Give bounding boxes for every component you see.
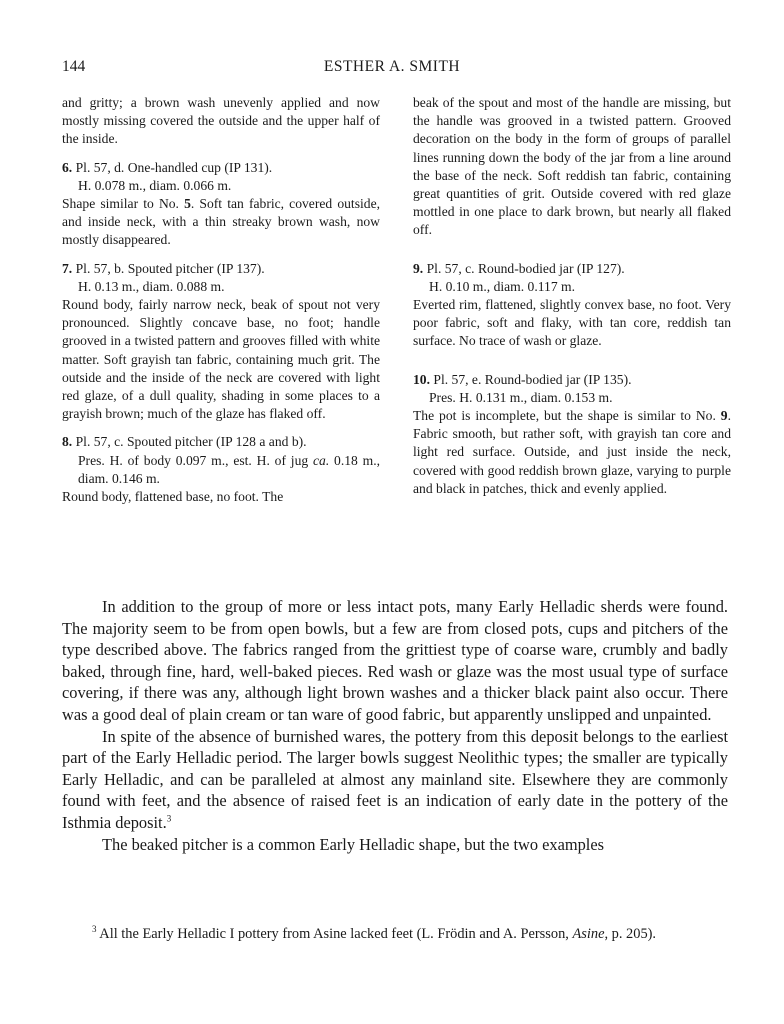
catalog-entry-6	[62, 159, 380, 250]
entry-title: Pl. 57, b. Spouted pitcher (IP 137).	[75, 260, 265, 276]
entry-title: Pl. 57, e. Round-bodied jar (IP 135).	[433, 371, 632, 387]
entry-description: Shape similar to No. 5. Soft tan fabric, covered outside, and inside neck, with a thin streaky brown wash, now mostly disappeared.	[62, 196, 380, 248]
footnote-mark: 3	[92, 924, 97, 935]
entry-measurements: Pres. H. 0.131 m., diam. 0.153 m.	[429, 389, 613, 405]
entry-description: The pot is incomplete, but the shape is similar to No. 9. Fabric smooth, but rather soft, with grayish tan core and light red surface. Outside, and just inside the neck, covered with good reddish brown glaze, varying to purple and black in patches, thick and evenly applied.	[413, 408, 731, 496]
cross-reference: 9	[720, 408, 728, 424]
entry-number: 6.	[62, 159, 73, 175]
entry-heading	[413, 260, 731, 278]
entry-measurements: H. 0.13 m., diam. 0.088 m.	[78, 278, 225, 294]
entry-number: 10.	[413, 371, 430, 387]
main-text	[62, 596, 728, 855]
entry-description: Everted rim, flattened, slightly convex base, no foot. Very poor fabric, soft and flaky, with tan core, reddish tan surface. No trace of wash or glaze.	[413, 297, 731, 349]
entry-title: Pl. 57, d. One-handled cup (IP 131).	[75, 159, 273, 175]
entry-number: 7.	[62, 260, 73, 276]
right-intro: beak of the spout and most of the handle are missing, but the handle was grooved in a twisted pattern. Grooved decoration on the body in the form of groups of parallel lines running down the body of the jar from a line around the base of the neck. Soft reddish tan fabric, containing great quantities of grit. Outside covered with red glaze mottled in one place to dark brown, but nearly all flaked off.	[413, 95, 731, 238]
running-head: ESTHER A. SMITH	[323, 58, 461, 75]
page-header	[62, 58, 722, 80]
entry-description: Round body, flattened base, no foot. The	[62, 489, 284, 505]
entry-description: Round body, fairly narrow neck, beak of spout not very pronounced. Slightly concave base, no foot; handle grooved in a twisted pattern and grooves filled with white matter. Soft grayish tan fabric, containing much grit. The outside and the inside of the neck are covered with light red glaze, of a dull quality, shading in some places to a grayish brown; much of the glaze has flaked off.	[62, 297, 380, 422]
entry-measurements: H. 0.10 m., diam. 0.117 m.	[429, 278, 575, 294]
entry-heading	[413, 371, 731, 389]
entry-number: 8.	[62, 434, 73, 450]
footnote: $^3$ All the Early Helladic I pottery from Asine lacked feet (L. Frödin and A. Persson, Asine, p. 205).	[92, 924, 657, 942]
right-column	[413, 94, 731, 498]
entry-title: Pl. 57, c. Round-bodied jar (IP 127).	[426, 260, 625, 276]
body-paragraph-1: In addition to the group of more or less intact pots, many Early Helladic sherds were found. The majority seem to be from open bowls, but a few are from closed pots, cups and pitchers of the type described above. The fabrics ranged from the grittiest type of coarse ware, crumbly and badly baked, through fine, hard, well-baked pieces. Red wash or glaze was the most usual type of surface covering, if there was any, although light brown washes and a thicker black paint also occur. There was a good deal of plain cream or tan ware of good fabric, but apparently unslipped and unpainted.	[62, 597, 728, 724]
entry-title: Pl. 57, c. Spouted pitcher (IP 128 a and b).	[75, 434, 307, 450]
catalog-entry-8	[62, 433, 380, 506]
entry-measurements: Pres. H. of body 0.097 m., est. H. of jug ca. 0.18 m., diam. 0.146 m.	[78, 452, 380, 486]
left-column	[62, 94, 380, 506]
footnote-marker[interactable]: 3	[166, 813, 172, 824]
footnote-title: Asine	[572, 926, 605, 942]
entry-heading	[62, 433, 380, 451]
catalog-entry-7	[62, 260, 380, 424]
cross-reference: 5	[184, 196, 191, 212]
entry-heading	[62, 260, 380, 278]
entry-heading	[62, 159, 380, 177]
body-paragraph-3: The beaked pitcher is a common Early Helladic shape, but the two examples	[102, 834, 605, 854]
left-intro: and gritty; a brown wash unevenly applied and now mostly missing covered the outside and the upper half of the inside.	[62, 95, 380, 147]
entry-measurements: H. 0.078 m., diam. 0.066 m.	[78, 177, 232, 193]
body-paragraph-2: In spite of the absence of burnished wares, the pottery from this deposit belongs to the earliest part of the Early Helladic period. The larger bowls suggest Neolithic types; the smaller are typically Early Helladic, and can be paralleled at almost any mainland site. Elsewhere they are commonly found with feet, and the absence of raised feet is an indication of early date in the pottery of the Isthmia deposit.$^3$	[62, 726, 728, 832]
entry-number: 9.	[413, 260, 424, 276]
page-number: 144	[62, 58, 86, 75]
catalog-entry-9	[413, 260, 731, 351]
catalog-entry-10	[413, 371, 731, 498]
